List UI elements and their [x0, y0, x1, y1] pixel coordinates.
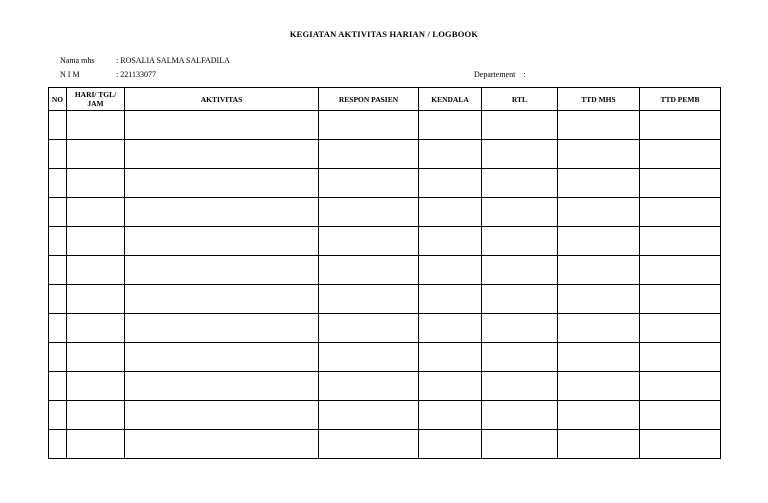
cell-no: [49, 285, 67, 314]
header-date: HARI/ TGL/ JAM: [67, 88, 125, 111]
student-name-row: [60, 56, 230, 66]
cell-date: [67, 198, 125, 227]
cell-date: [67, 285, 125, 314]
cell-supervisor-signature: [640, 372, 721, 401]
cell-student-signature: [558, 401, 640, 430]
header-supervisor-signature: TTD PEMB: [640, 88, 721, 111]
cell-student-signature: [558, 314, 640, 343]
cell-follow-up: [482, 343, 558, 372]
table-row: [49, 401, 721, 430]
cell-activity: [125, 430, 319, 459]
department-separator: :: [523, 70, 526, 79]
cell-obstacle: [419, 111, 482, 140]
cell-no: [49, 198, 67, 227]
cell-date: [67, 169, 125, 198]
student-nim-value: 221133077: [120, 70, 156, 79]
cell-no: [49, 169, 67, 198]
cell-date: [67, 372, 125, 401]
cell-supervisor-signature: [640, 140, 721, 169]
cell-supervisor-signature: [640, 401, 721, 430]
cell-activity: [125, 256, 319, 285]
student-name-label: Nama mhs: [60, 56, 95, 65]
cell-obstacle: [419, 198, 482, 227]
cell-student-signature: [558, 430, 640, 459]
cell-student-signature: [558, 111, 640, 140]
cell-supervisor-signature: [640, 430, 721, 459]
cell-patient-response: [319, 372, 419, 401]
cell-activity: [125, 169, 319, 198]
header-obstacle: KENDALA: [419, 88, 482, 111]
document-title: KEGIATAN AKTIVITAS HARIAN / LOGBOOK: [289, 29, 479, 39]
cell-student-signature: [558, 140, 640, 169]
cell-follow-up: [482, 111, 558, 140]
cell-patient-response: [319, 111, 419, 140]
logbook-table: [48, 87, 721, 459]
cell-follow-up: [482, 372, 558, 401]
header-follow-up: RTL: [482, 88, 558, 111]
cell-date: [67, 256, 125, 285]
cell-activity: [125, 372, 319, 401]
header-activity: AKTIVITAS: [125, 88, 319, 111]
cell-date: [67, 227, 125, 256]
cell-patient-response: [319, 343, 419, 372]
cell-activity: [125, 285, 319, 314]
cell-follow-up: [482, 227, 558, 256]
cell-supervisor-signature: [640, 169, 721, 198]
cell-activity: [125, 343, 319, 372]
cell-obstacle: [419, 169, 482, 198]
cell-obstacle: [419, 430, 482, 459]
header-no: NO: [49, 88, 67, 111]
cell-follow-up: [482, 285, 558, 314]
cell-activity: [125, 111, 319, 140]
header-student-signature: TTD MHS: [558, 88, 640, 111]
cell-student-signature: [558, 169, 640, 198]
table-row: [49, 372, 721, 401]
cell-activity: [125, 227, 319, 256]
table-row: [49, 227, 721, 256]
cell-student-signature: [558, 372, 640, 401]
table-row: [49, 314, 721, 343]
cell-activity: [125, 401, 319, 430]
cell-patient-response: [319, 140, 419, 169]
cell-follow-up: [482, 401, 558, 430]
cell-follow-up: [482, 256, 558, 285]
student-name-separator: :: [116, 56, 119, 65]
cell-patient-response: [319, 227, 419, 256]
cell-activity: [125, 140, 319, 169]
cell-no: [49, 227, 67, 256]
department-row: [474, 70, 528, 80]
cell-obstacle: [419, 256, 482, 285]
cell-student-signature: [558, 285, 640, 314]
table-body: [49, 111, 721, 459]
cell-date: [67, 401, 125, 430]
cell-no: [49, 372, 67, 401]
cell-follow-up: [482, 169, 558, 198]
cell-patient-response: [319, 401, 419, 430]
table-row: [49, 198, 721, 227]
cell-patient-response: [319, 198, 419, 227]
cell-patient-response: [319, 169, 419, 198]
cell-supervisor-signature: [640, 111, 721, 140]
student-nim-row: [60, 70, 156, 80]
cell-date: [67, 314, 125, 343]
cell-date: [67, 343, 125, 372]
cell-date: [67, 140, 125, 169]
cell-date: [67, 430, 125, 459]
cell-obstacle: [419, 401, 482, 430]
cell-student-signature: [558, 227, 640, 256]
cell-supervisor-signature: [640, 314, 721, 343]
cell-activity: [125, 198, 319, 227]
table-row: [49, 343, 721, 372]
cell-no: [49, 343, 67, 372]
cell-no: [49, 140, 67, 169]
cell-date: [67, 111, 125, 140]
cell-supervisor-signature: [640, 343, 721, 372]
cell-supervisor-signature: [640, 256, 721, 285]
table-row: [49, 169, 721, 198]
cell-obstacle: [419, 227, 482, 256]
cell-supervisor-signature: [640, 227, 721, 256]
cell-follow-up: [482, 314, 558, 343]
cell-obstacle: [419, 343, 482, 372]
cell-follow-up: [482, 198, 558, 227]
header-patient-response: RESPON PASIEN: [319, 88, 419, 111]
cell-student-signature: [558, 256, 640, 285]
cell-patient-response: [319, 256, 419, 285]
table-row: [49, 140, 721, 169]
cell-no: [49, 401, 67, 430]
cell-obstacle: [419, 314, 482, 343]
cell-obstacle: [419, 285, 482, 314]
cell-no: [49, 430, 67, 459]
student-name-value: ROSALIA SALMA SALFADILA: [120, 56, 230, 65]
table-row: [49, 430, 721, 459]
cell-no: [49, 314, 67, 343]
cell-activity: [125, 314, 319, 343]
student-nim-separator: :: [116, 70, 119, 79]
cell-supervisor-signature: [640, 198, 721, 227]
table-row: [49, 111, 721, 140]
cell-patient-response: [319, 314, 419, 343]
cell-no: [49, 111, 67, 140]
cell-supervisor-signature: [640, 285, 721, 314]
cell-follow-up: [482, 430, 558, 459]
department-label: Departement: [474, 70, 516, 79]
table-row: [49, 256, 721, 285]
table-header-row: [49, 88, 721, 111]
table-row: [49, 285, 721, 314]
cell-student-signature: [558, 343, 640, 372]
cell-patient-response: [319, 285, 419, 314]
cell-student-signature: [558, 198, 640, 227]
cell-patient-response: [319, 430, 419, 459]
cell-obstacle: [419, 372, 482, 401]
cell-obstacle: [419, 140, 482, 169]
cell-follow-up: [482, 140, 558, 169]
cell-no: [49, 256, 67, 285]
student-nim-label: N I M: [60, 70, 80, 79]
